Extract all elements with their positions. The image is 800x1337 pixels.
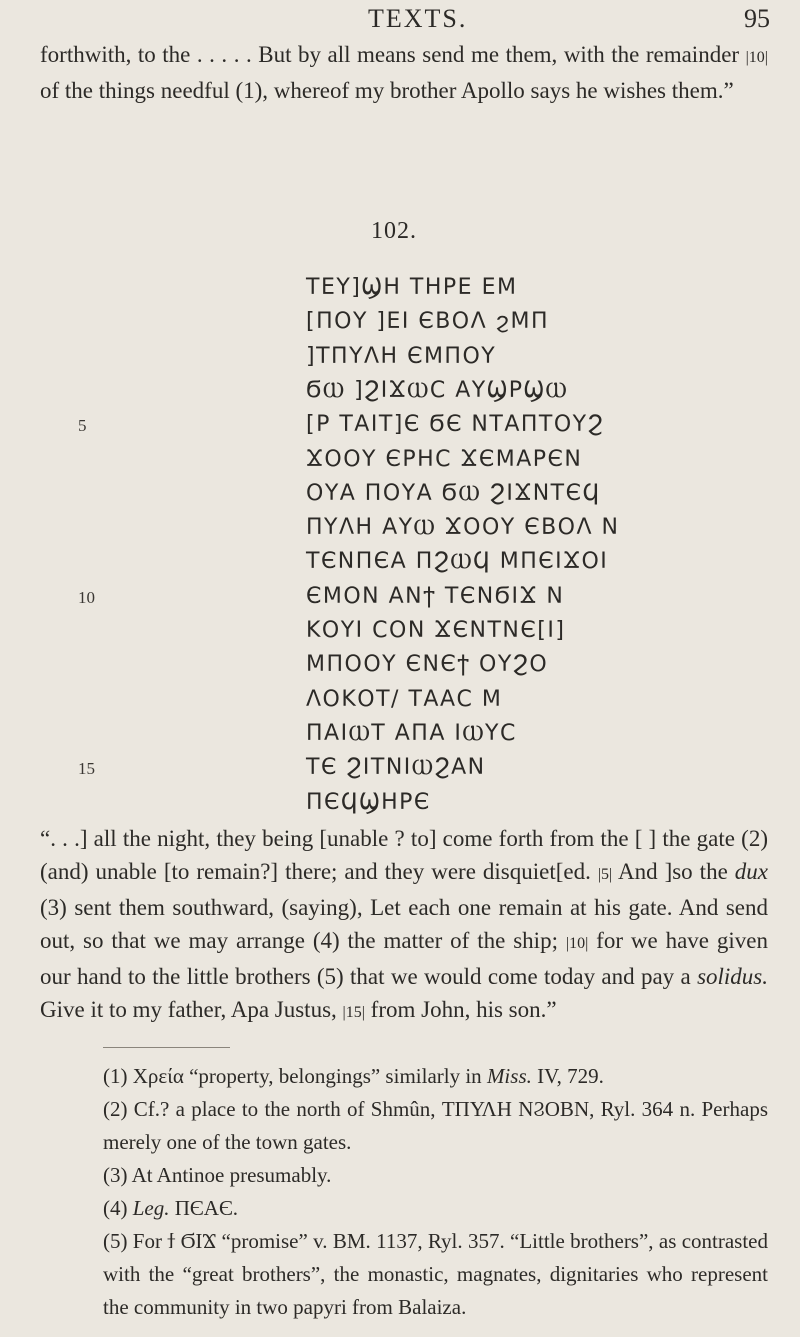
intro-paragraph bbox=[40, 38, 768, 107]
coptic-line-text: ΚΟΥΙ ϹΟΝ ϪЄΝΤΝЄ[Ι] bbox=[306, 618, 566, 643]
coptic-line-text: ΤЄΝΠЄΑ ΠϨⲰϤ ΜΠЄΙϪΟΙ bbox=[306, 549, 609, 574]
coptic-line bbox=[0, 721, 800, 755]
document-number: 102. bbox=[371, 218, 417, 244]
line-number: 15 bbox=[78, 759, 95, 778]
coptic-line-text: ΜΠΟΟΥ ЄΝЄϯ ΟΥϨΟ bbox=[306, 652, 549, 677]
footnote-4: (4) Leg. ΠЄΑЄ. bbox=[103, 1196, 239, 1220]
line-ref: |15| bbox=[342, 1004, 365, 1021]
footnote-5: (5) For ϯ ϬΙϪ “promise” v. BM. 1137, Ryl. 357. “Little brothers”, as contrasted with the “great brothers”, the monastic, magnates, dignitaries who represent the community in two papyri from Balaiza. bbox=[103, 1229, 768, 1319]
footnote-rule bbox=[103, 1047, 230, 1048]
coptic-line-text: ΠΥΛΗ ΑΥⲰ ϪΟΟΥ ЄΒΟΛ Ν bbox=[306, 515, 620, 540]
coptic-line-text: ϪΟΟΥ ЄΡΗϹ ϪЄΜΑΡЄΝ bbox=[306, 447, 583, 472]
coptic-line-text: ]ΤΠΥΛΗ ЄΜΠΟΥ bbox=[306, 344, 497, 369]
coptic-line-text: [ΠΟΥ ]ΕΙ ЄΒΟΛ ϩΜΠ bbox=[306, 309, 550, 334]
coptic-line-text: ЄΜΟΝ ΑΝϯ ΤЄΝϬΙϪ Ν bbox=[306, 584, 565, 609]
line-ref: |10| bbox=[745, 49, 768, 66]
coptic-line bbox=[0, 515, 800, 549]
line-number: 10 bbox=[78, 588, 95, 607]
footnotes bbox=[40, 1060, 768, 1324]
running-head bbox=[0, 4, 800, 38]
footnote-2: (2) Cf.? a place to the north of Shmûn, ΤΠΥΛΗ ΝϨΟΒΝ, Ryl. 364 n. Perhaps merely one of the town gates. bbox=[103, 1097, 768, 1154]
coptic-line bbox=[0, 618, 800, 652]
page-number: 95 bbox=[744, 4, 770, 33]
coptic-line-text: ΟΥΑ ΠΟΥΑ ϬⲰ ϨΙϪΝΤЄϤ bbox=[306, 481, 601, 506]
intro-text: of the things needful (1), whereof my brother Apollo says he wishes them.” bbox=[40, 78, 734, 103]
coptic-line-text: ϬⲰ ]ϨΙϪⲰϹ ΑΥϢΡϢⲰ bbox=[306, 378, 569, 403]
coptic-line bbox=[0, 549, 800, 583]
coptic-line-text: ΛΟΚΟΤ/ ΤΑΑϹ Μ bbox=[306, 687, 503, 712]
leg-abbrev: Leg. bbox=[132, 1196, 170, 1220]
coptic-line-text: ΠЄϤϢΗΡЄ bbox=[306, 790, 431, 815]
footnote-3: (3) At Antinoe presumably. bbox=[103, 1163, 332, 1187]
coptic-line bbox=[0, 447, 800, 481]
translation-text: Give it to my father, Apa Justus, bbox=[40, 997, 343, 1022]
line-ref: |10| bbox=[565, 935, 589, 952]
intro-text: forthwith, to the . . . . . But by all means send me them, with the remainder bbox=[40, 42, 746, 67]
coptic-line bbox=[0, 790, 800, 824]
translation-text: And ]so the bbox=[612, 859, 735, 884]
coptic-line bbox=[0, 378, 800, 412]
coptic-line bbox=[0, 584, 800, 618]
translation-text: for we have given our hand to the little brothers (5) that we would come today and pay a bbox=[40, 928, 769, 989]
coptic-line-text: ΠΑΙⲰΤ ΑΠΑ ΙⲰΥϹ bbox=[306, 721, 517, 746]
coptic-line bbox=[0, 652, 800, 686]
translation-paragraph bbox=[40, 822, 768, 1029]
dux-term: dux bbox=[734, 859, 768, 884]
footnote-1: (1) Χρεία “property, belongings” similarly in Miss. IV, 729. bbox=[103, 1064, 604, 1088]
miss-abbrev: Miss. bbox=[486, 1064, 532, 1088]
coptic-line-text: ΤЄ ϨΙΤΝΙⲰϨΑΝ bbox=[306, 755, 486, 780]
translation-text: “. . .] all the night, they being [unable ? to] come forth from the [ ] the gate (2) (and) unable [to remain?] there; and they were disquiet[ed. bbox=[40, 826, 768, 884]
solidus-term: solidus. bbox=[697, 964, 768, 989]
coptic-line bbox=[0, 309, 800, 343]
line-ref: |5| bbox=[597, 866, 613, 883]
coptic-line bbox=[0, 481, 800, 515]
coptic-line bbox=[0, 687, 800, 721]
coptic-line-text: [Ρ ΤΑΙΤ]Є ϬЄ ΝΤΑΠΤΟΥϨ bbox=[306, 412, 605, 437]
translation-text: from John, his son.” bbox=[364, 997, 557, 1022]
coptic-line bbox=[0, 412, 800, 446]
coptic-line bbox=[0, 344, 800, 378]
coptic-line bbox=[0, 275, 800, 309]
coptic-line-text: ΤΕΥ]ϢΗ ΤΗΡΕ ΕΜ bbox=[306, 275, 518, 300]
line-number: 5 bbox=[78, 416, 87, 435]
running-title: TEXTS. bbox=[368, 4, 468, 33]
translation-text: (3) sent them southward, (saying), Let each one remain at his gate. And send out, so that we may arrange (4) the matter of the ship; bbox=[40, 895, 768, 953]
coptic-line bbox=[0, 755, 800, 789]
